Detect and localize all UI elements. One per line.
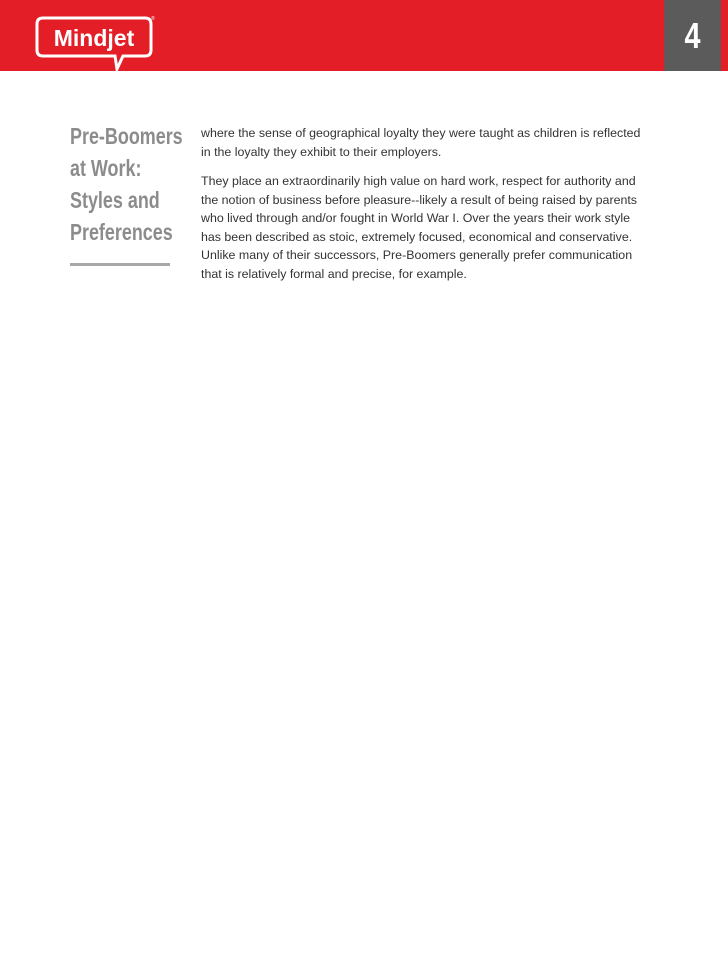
svg-text:®: ® bbox=[151, 16, 155, 22]
paragraph: They place an extraordinarily high value on hard work, respect for authority and the notion of business before pleasure--likely a result of being raised by parents who lived through and/or fought in World War I. Over the years their work style has been described as stoic, extremely focused, economical and conservative. Unlike many of their successors, Pre-Boomers generally prefer communication that is relatively formal and precise, for example. bbox=[201, 174, 637, 281]
section-heading-line: at Work: bbox=[70, 155, 142, 181]
logo-wordmark: Mindjet bbox=[53, 25, 135, 51]
section-heading bbox=[70, 120, 183, 248]
mindjet-logo bbox=[37, 16, 154, 72]
body-content bbox=[201, 124, 653, 294]
page-header bbox=[0, 0, 728, 71]
paragraph: where the sense of geographical loyalty they were taught as children is reflected in the loyalty they exhibit to their employers. bbox=[201, 126, 641, 159]
heading-divider bbox=[70, 263, 170, 266]
section-heading-line: Preferences bbox=[70, 219, 173, 245]
page-number-box bbox=[664, 0, 721, 71]
page-number: 4 bbox=[684, 14, 701, 56]
section-heading-line: Pre-Boomers bbox=[70, 123, 183, 149]
section-heading-line: Styles and bbox=[70, 187, 160, 213]
